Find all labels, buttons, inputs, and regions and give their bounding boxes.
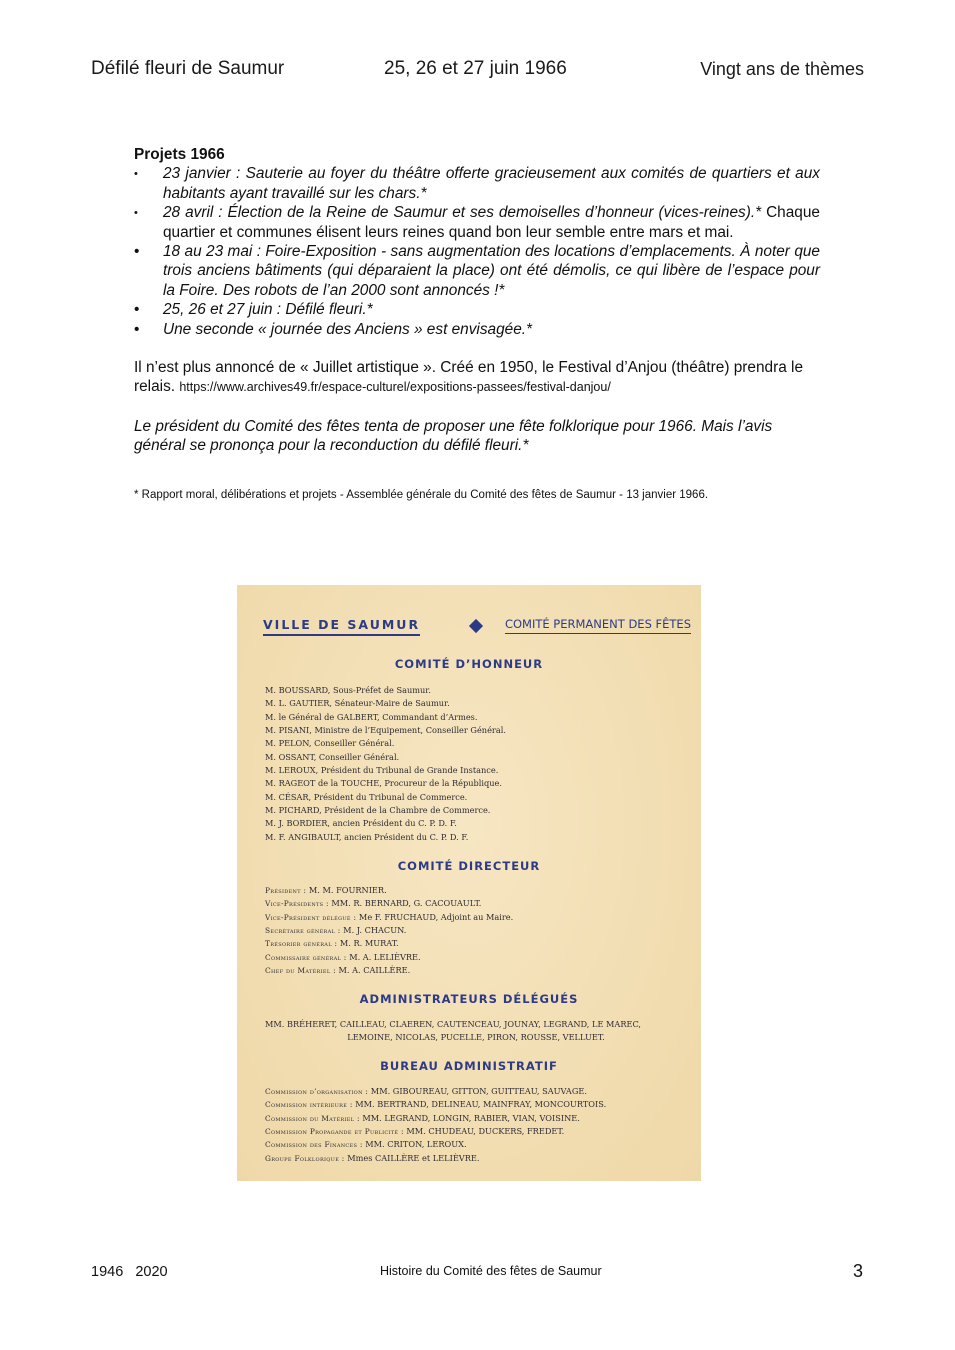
list-item — [134, 320, 820, 339]
bullet-icon: • — [134, 243, 140, 261]
list-item: M. F. ANGIBAULT, ancien Président du C. P. D. F. — [265, 831, 469, 842]
role-names: M. A. LELIÈVRE. — [346, 951, 421, 962]
main-content — [134, 145, 820, 503]
role-label: Commission du Matériel : — [265, 1113, 360, 1123]
header-left-title: Défilé fleuri de Saumur — [91, 58, 285, 79]
role-names: MM. R. BERNARD, G. CACOUAULT. — [328, 898, 482, 909]
list-item-italic: Une seconde « journée des Anciens » est envisagée.* — [163, 320, 533, 338]
footer-years: 1946 2020 — [91, 1264, 168, 1280]
role-names: MM. LEGRAND, LONGIN, RABIER, VIAN, VOISINE. — [359, 1112, 580, 1123]
role-label: Secrétaire général : — [265, 926, 341, 936]
list-item — [265, 1138, 687, 1151]
role-names: MM. BERTRAND, DELINEAU, MAINFRAY, MONCOURTOIS. — [352, 1099, 607, 1110]
role-names: MM. GIBOUREAU, GITTON, GUITTEAU, SAUVAGE. — [368, 1086, 587, 1096]
administrateurs-list — [265, 1018, 687, 1045]
directeur-list — [265, 884, 687, 977]
list-item: M. J. BORDIER, ancien Président du C. P. D. F. — [265, 818, 457, 829]
list-item — [265, 924, 687, 937]
list-item — [265, 1098, 687, 1111]
footnote: * Rapport moral, délibérations et projets - Assemblée générale du Comité des fêtes de Saumur - 13 janvier 1966. — [134, 488, 709, 501]
list-item: M. PISANI, Ministre de l’Equipement, Conseiller Général. — [265, 725, 506, 736]
paragraph-text: Il n’est plus annoncé de « Juillet artistique ». Créé en 1950, le Festival d’Anjou (théâtre) prendra le relais. — [134, 359, 804, 396]
list-item-italic: 18 au 23 mai : Foire-Exposition - sans augmentation des locations d’emplacements. À noter que trois anciens bâtiments (qui déparaient la place) ont été démolis, ce qui libère de l’espace pour la Foire. Des robots de l’an 2000 sont annoncés !* — [163, 243, 820, 299]
role-names: MM. CHUDEAU, DUCKERS, FREDET. — [403, 1126, 565, 1137]
role-names: M. R. MURAT. — [337, 938, 399, 949]
archive-link[interactable]: https://www.archives49.fr/espace-culturel/expositions-passees/festival-danjou/ — [179, 380, 611, 395]
header-right-subtitle: Vingt ans de thèmes — [700, 59, 864, 79]
diamond-icon — [469, 619, 483, 633]
italic-paragraph: Le président du Comité des fêtes tenta de proposer une fête folklorique pour 1966. Mais l’avis général se prononça pour la reconduction du défilé fleuri.* — [134, 417, 773, 455]
festival-paragraph — [134, 358, 820, 398]
list-item — [265, 1085, 687, 1098]
list-item-italic: 28 avril : Élection de la Reine de Saumur et ses demoiselles d’honneur (vices-reines).* — [163, 204, 762, 222]
role-label: Commission d’organisation : — [265, 1087, 369, 1096]
list-item — [265, 951, 687, 964]
list-item — [134, 164, 820, 203]
bullet-icon: • — [134, 207, 138, 220]
list-item: M. LEROUX, Président du Tribunal de Grande Instance. — [265, 765, 499, 776]
list-item — [265, 911, 687, 924]
list-item — [134, 203, 820, 242]
role-label: Commission intérieure : — [265, 1100, 353, 1110]
role-label: Chef du Matériel : — [265, 966, 336, 976]
bullet-icon: • — [134, 168, 138, 181]
list-item — [265, 1112, 687, 1125]
honneur-list — [265, 684, 687, 844]
role-label: Groupe Folklorique : — [265, 1153, 345, 1163]
bullet-icon: • — [134, 320, 140, 338]
list-item: M. OSSANT, Conseiller Général. — [265, 751, 400, 762]
list-item — [265, 897, 687, 910]
bureau-list — [265, 1085, 687, 1165]
list-item: M. L. GAUTIER, Sénateur-Maire de Saumur. — [265, 698, 450, 709]
list-item: M. RAGEOT de la TOUCHE, Procureur de la République. — [265, 778, 502, 789]
list-item: M. PELON, Conseiller Général. — [265, 738, 395, 749]
list-item — [134, 300, 820, 319]
role-label: Commission Propagande et Publicité : — [265, 1127, 404, 1137]
section-title: Projets 1966 — [134, 146, 225, 163]
role-label: Trésorier général : — [265, 939, 338, 949]
list-item: MM. BRÉHERET, CAILLEAU, CLAEREN, CAUTENCEAU, JOUNAY, LEGRAND, LE MAREC, — [265, 1019, 642, 1029]
list-item — [265, 1152, 687, 1165]
list-item — [265, 1125, 687, 1138]
footer-title: Histoire du Comité des fêtes de Saumur — [380, 1264, 602, 1278]
list-item-italic: 25, 26 et 27 juin : Défilé fleuri.* — [163, 301, 373, 319]
role-label: Président : — [265, 886, 307, 895]
list-item — [265, 937, 687, 950]
honneur-heading: COMITÉ D’HONNEUR — [394, 657, 544, 671]
scanned-document — [237, 585, 701, 1181]
role-names: M. A. CAILLÈRE. — [335, 965, 411, 976]
list-item-italic: 23 janvier : Sauterie au foyer du théâtre offerte gracieusement aux comités de quartiers et aux habitants ayant travaillé sur les chars.* — [163, 165, 820, 202]
role-names: Mmes CAILLÈRE et LELIÈVRE. — [344, 1152, 480, 1163]
role-names: M. J. CHACUN. — [340, 925, 407, 936]
role-label: Vice-Présidents : — [265, 899, 329, 909]
administrateurs-heading: ADMINISTRATEURS DÉLÉGUÉS — [359, 992, 579, 1006]
list-item: M. BOUSSARD, Sous-Préfet de Saumur. — [265, 685, 431, 695]
comite-permanent-title: COMITÉ PERMANENT DES FÊTES — [505, 617, 691, 634]
header-center-date: 25, 26 et 27 juin 1966 — [384, 58, 567, 79]
list-item: M. PICHARD, Président de la Chambre de Commerce. — [265, 805, 491, 816]
scan-header — [263, 617, 691, 639]
role-names: MM. CRITON, LEROUX. — [362, 1139, 467, 1150]
page-number: 3 — [852, 1261, 863, 1281]
list-item — [134, 242, 820, 300]
role-names: Me F. FRUCHAUD, Adjoint au Maire. — [356, 911, 514, 922]
projects-list — [134, 164, 820, 339]
list-item-text: Chaque quartier et communes élisent leurs reines quand bon leur semble entre mars et mai. — [163, 204, 820, 241]
list-item — [265, 884, 687, 897]
directeur-heading: COMITÉ DIRECTEUR — [397, 859, 541, 873]
list-item: M. CÉSAR, Président du Tribunal de Commerce. — [265, 791, 468, 802]
list-item — [265, 964, 687, 977]
bullet-icon: • — [134, 301, 140, 319]
list-item: LEMOINE, NICOLAS, PUCELLE, PIRON, ROUSSE, VELLUET. — [347, 1032, 605, 1043]
ville-de-saumur-title: VILLE DE SAUMUR — [263, 617, 420, 636]
role-label: Commission des Finances : — [265, 1140, 363, 1150]
role-label: Vice-Président délégué : — [265, 912, 357, 922]
role-names: M. M. FOURNIER. — [306, 885, 387, 895]
role-label: Commissaire général : — [265, 952, 347, 962]
list-item: M. le Général de GALBERT, Commandant d’Armes. — [265, 711, 478, 722]
bureau-heading: BUREAU ADMINISTRATIF — [380, 1059, 558, 1073]
